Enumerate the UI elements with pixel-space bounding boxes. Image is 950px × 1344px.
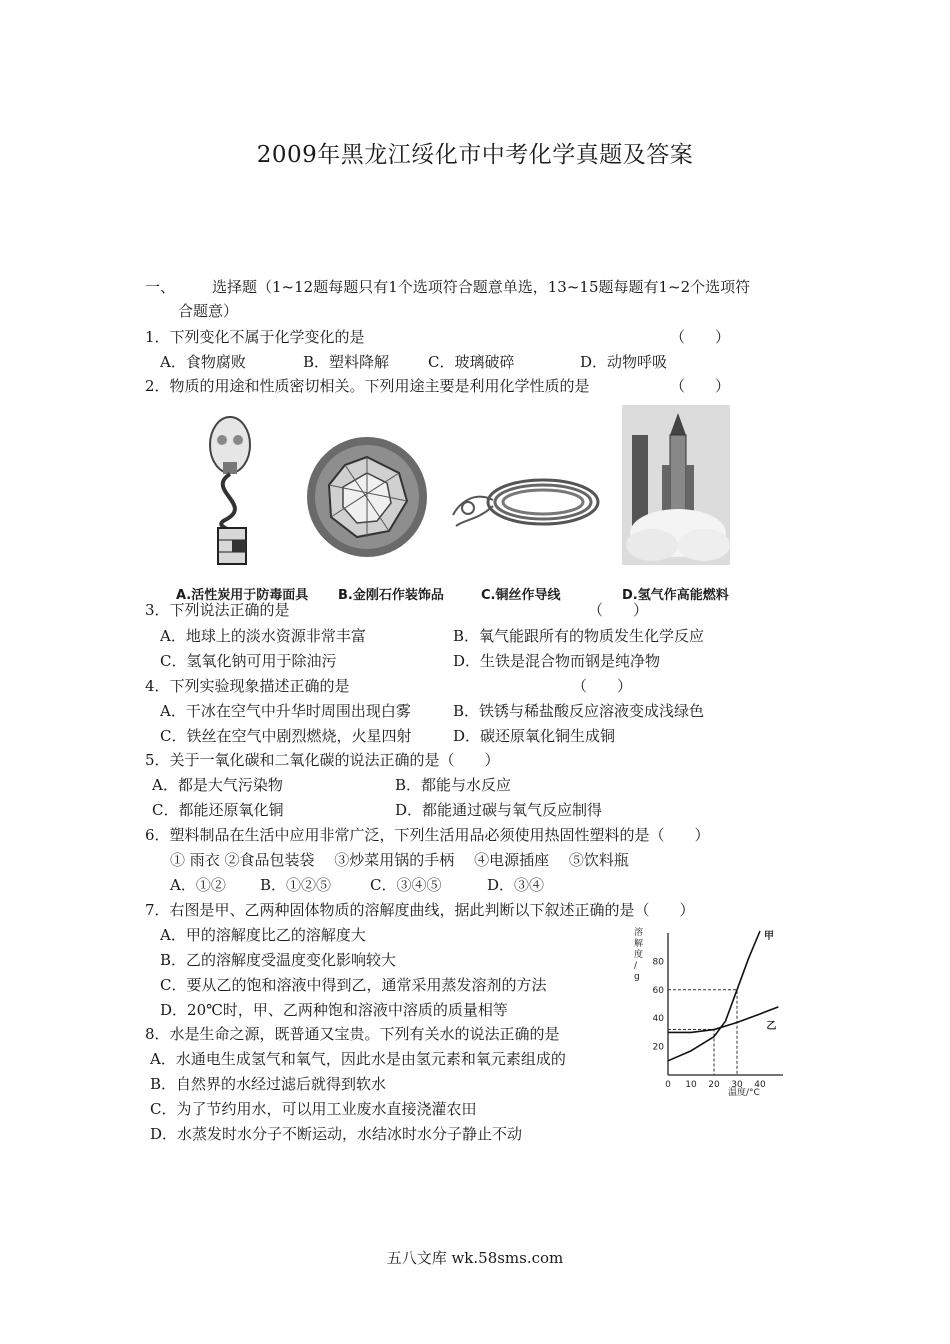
q6-items: ① 雨衣 ②食品包装袋 ③炒菜用锅的手柄 ④电源插座 ⑤饮料瓶	[170, 851, 629, 869]
series-label: 乙	[766, 1020, 777, 1032]
x-tick-label: 20	[708, 1080, 720, 1090]
q6-option-b: B．①②⑤	[260, 876, 332, 894]
q8-stem: 8．水是生命之源，既普通又宝贵。下列有关水的说法正确的是	[145, 1025, 560, 1043]
q3-option-c: C．氢氧化钠可用于除油污	[160, 652, 337, 670]
x-tick-label: 10	[685, 1080, 697, 1090]
q8-option-b: B．自然界的水经过滤后就得到软水	[150, 1075, 387, 1093]
q3-option-d: D．生铁是混合物而钢是纯净物	[453, 652, 661, 670]
q4-option-b: B．铁锈与稀盐酸反应溶液变成浅绿色	[453, 702, 705, 720]
solubility-curve-chart	[628, 925, 788, 1100]
q6-stem: 6．塑料制品在生活中应用非常广泛，下列生活用品必须使用热固性塑料的是（ ）	[145, 826, 710, 844]
gas-mask-figure	[185, 410, 275, 570]
q2-stem: 2．物质的用途和性质密切相关。下列用途主要是利用化学性质的是	[145, 377, 590, 395]
q1-option-c: C．玻璃破碎	[428, 353, 515, 371]
q4-stem: 4．下列实验现象描述正确的是	[145, 677, 350, 695]
x-tick-label: 40	[754, 1080, 766, 1090]
diamond-figure	[305, 435, 430, 560]
q7-option-c: C．要从乙的饱和溶液中得到乙，通常采用蒸发溶剂的方法	[160, 976, 547, 994]
q5-option-c: C．都能还原氧化铜	[152, 801, 284, 819]
figure-caption-b: B.金刚石作装饰品	[338, 588, 444, 603]
y-tick-label: 60	[652, 985, 664, 996]
q7-option-b: B．乙的溶解度受温度变化影响较大	[160, 951, 397, 969]
q6-option-d: D．③④	[487, 876, 545, 894]
figure-caption-a: A.活性炭用于防毒面具	[176, 588, 309, 603]
x-tick-label: 0	[665, 1080, 671, 1090]
y-tick-label: 80	[652, 957, 664, 968]
q4-option-c: C．铁丝在空气中剧烈燃烧，火星四射	[160, 727, 412, 745]
q1-option-b: B．塑料降解	[303, 353, 390, 371]
q3-stem: 3．下列说法正确的是	[145, 601, 290, 619]
q8-option-c: C．为了节约用水，可以用工业废水直接浇灌农田	[150, 1100, 477, 1118]
figure-caption-c: C.铜丝作导线	[481, 588, 561, 603]
section-number: 一、	[145, 278, 176, 296]
q7-option-d: D．20℃时，甲、乙两种饱和溶液中溶质的质量相等	[160, 1001, 508, 1019]
footer-site: 五八文库 wk.58sms.com	[386, 1249, 564, 1267]
q1-stem: 1．下列变化不属于化学变化的是	[145, 328, 365, 346]
rocket-launch-figure	[622, 405, 730, 565]
q8-option-d: D．水蒸发时水分子不断运动，水结冰时水分子静止不动	[150, 1125, 523, 1143]
q5-option-a: A．都是大气污染物	[152, 776, 283, 794]
section-heading: 选择题（1~12题每题只有1个选项符合题意单选，13~15题每题有1~2个选项符	[212, 278, 751, 296]
x-axis-label: 温度/°C	[728, 1088, 760, 1098]
q4-option-d: D．碳还原氧化铜生成铜	[453, 727, 616, 745]
copper-wire-figure	[448, 460, 608, 540]
q8-option-a: A．水通电生成氢气和氧气，因此水是由氢元素和氧元素组成的	[150, 1050, 566, 1068]
section-heading-cont: 合题意）	[178, 302, 239, 320]
q5-option-b: B．都能与水反应	[395, 776, 512, 794]
q1-answer-paren: （ ）	[670, 328, 731, 346]
q1-option-d: D．动物呼吸	[580, 353, 668, 371]
q3-answer-paren: （ ）	[588, 601, 649, 619]
q4-answer-paren: （ ）	[572, 677, 633, 695]
q5-option-d: D．都能通过碳与氧气反应制得	[395, 801, 603, 819]
x-tick-label: 30	[731, 1080, 743, 1090]
q2-answer-paren: （ ）	[670, 377, 731, 395]
q7-option-a: A．甲的溶解度比乙的溶解度大	[160, 926, 366, 944]
q5-stem: 5．关于一氧化碳和二氧化碳的说法正确的是（ ）	[145, 751, 500, 769]
y-axis-label: 溶解度/ g	[634, 928, 644, 982]
q3-option-a: A．地球上的淡水资源非常丰富	[160, 627, 366, 645]
guide-line	[668, 1030, 714, 1075]
y-tick-label: 20	[652, 1042, 664, 1053]
q4-option-a: A．干冰在空气中升华时周围出现白雾	[160, 702, 411, 720]
q6-option-a: A．①②	[170, 876, 226, 894]
series-label: 甲	[764, 931, 774, 942]
q1-option-a: A．食物腐败	[160, 353, 246, 371]
page-title: 2009年黑龙江绥化市中考化学真题及答案	[256, 142, 694, 168]
y-tick-label: 40	[652, 1014, 664, 1025]
series-line-yi	[668, 1007, 778, 1033]
q7-stem: 7．右图是甲、乙两种固体物质的溶解度曲线，据此判断以下叙述正确的是（ ）	[145, 901, 695, 919]
q6-option-c: C．③④⑤	[370, 876, 442, 894]
q3-option-b: B．氧气能跟所有的物质发生化学反应	[453, 627, 705, 645]
figure-caption-d: D.氢气作高能燃料	[622, 588, 729, 603]
